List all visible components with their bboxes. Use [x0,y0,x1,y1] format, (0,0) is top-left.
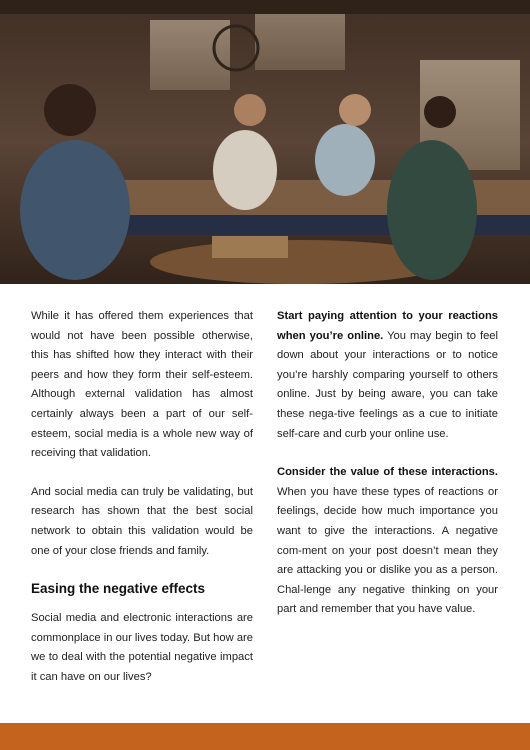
tip-body: When you have these types of reactions or feelings, decide how much importance you want to give the interactions. A negative com-ment on your post doesn’t mean they are attacking you or dislike you as a person. Chal-lenge any negative thinking on your part and remember that you have value. [277,485,498,616]
photo-of-friends-laughing-on-patio-icon [0,0,530,284]
footer-bar [0,723,530,750]
right-column [277,307,498,639]
section-heading: Easing the negative effects [31,581,206,597]
tip-paragraph [277,463,498,620]
left-column [31,307,253,707]
body-paragraph: Social media and electronic interactions are commonplace in our lives today. But how are we to deal with the potential negative impact it can have on our lives? [31,612,253,683]
tip-lead: Start paying attention to your reactions when you’re online. [277,310,498,342]
body-paragraph: While it has offered them experiences that would not have been possible otherwise, this has shifted how they interact with their peers and how they form their self-esteem. Although external validation has almost certainly always been a part of our self-esteem, social media is a whole new way of receiving that validation. [31,310,253,460]
tip-paragraph [277,307,498,444]
body-paragraph: And social media can truly be validating, but research has shown that the best social network to obtain this validation would be one of your close friends and family. [31,485,253,557]
tip-lead: Consider the value of these interactions. [277,466,498,479]
tip-body: You may begin to feel down about your interactions or to notice you’re harshly comparing yourself to others online. Just by being aware, you can take these nega-tive feelings as a cue to initiate self-care and curb your online use. [277,329,498,440]
header-photo [0,0,530,284]
